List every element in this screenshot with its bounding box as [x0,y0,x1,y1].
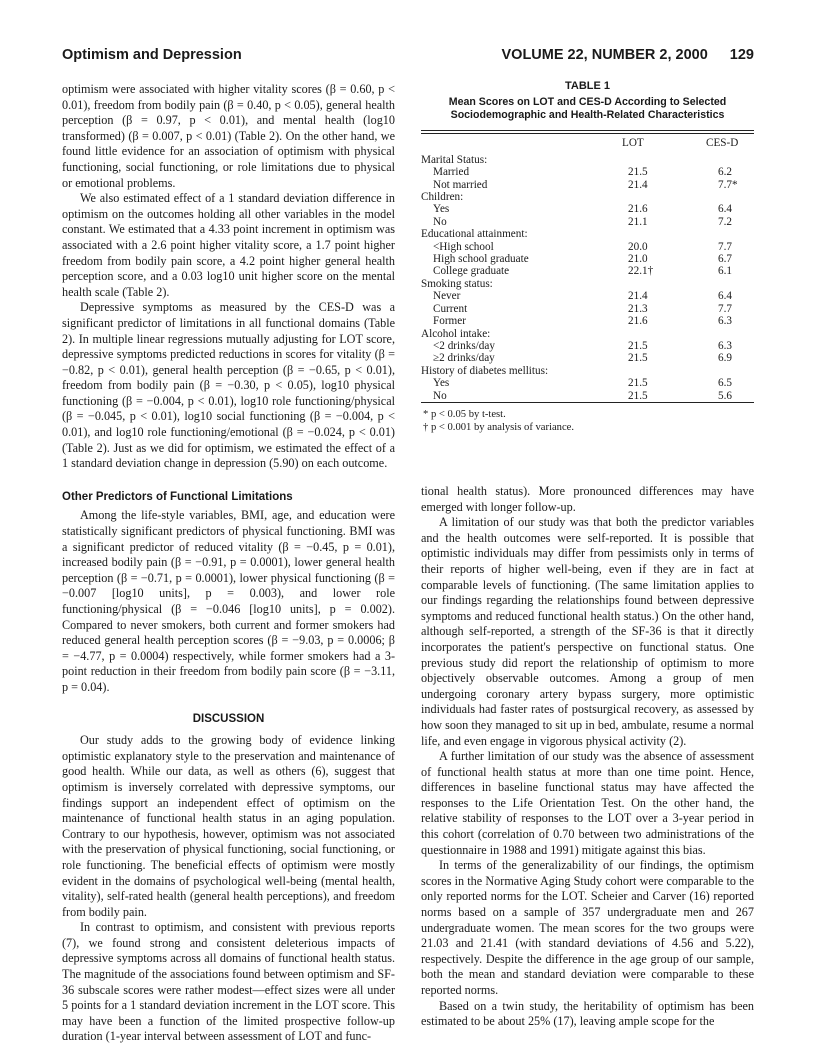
table-row-label: Not married [433,178,488,191]
table-row [421,265,754,277]
table-cell-cesd: 6.7 [718,253,732,266]
table-row-label: College graduate [433,265,510,278]
table-row-label: History of diabetes mellitus: [421,364,549,377]
table-cell-lot: 21.6 [628,315,648,328]
table-row [421,241,754,253]
table-row [421,203,754,215]
table-cell-cesd: 6.1 [718,265,732,278]
table-cell-lot: 20.0 [628,240,648,253]
table-cell-lot: 21.4 [628,178,648,191]
table-row-label: Never [433,290,461,303]
table-cell-cesd [688,328,754,340]
table-row [421,303,754,315]
table-row [421,315,754,327]
table-cell-lot: 21.6 [628,203,648,216]
paragraph: A limitation of our study was that both the predictor variables and the health outcomes were self-reported. It is possible that optimistic individuals may differ from pessimists only in terms of their reports of higher well-being, even if they are in fact at comparable levels of functioning. (The same limitation applies to our findings regarding the relationships found between depressive symptoms and reduced functional health status.) On the other hand, although self-reported, a strength of the SF-36 is that it directly incorporates the patient's perspective on functional status. One previous study did report the relationship of optimism to more objectively observable outcomes. Among a group of men undergoing coronary artery bypass surgery, more optimistic individuals had faster rates of postsurgical recovery, as assessed by how soon they managed to sit up in bed, ambulate, resume a normal life, and even engage in vigorous physical activity (2). [421,515,754,748]
running-head-volume: VOLUME 22, NUMBER 2, 2000 [501,47,708,63]
table-label: TABLE 1 [564,80,611,92]
table-row-label: Educational attainment: [421,228,528,241]
table-category-row [421,328,754,340]
table-cell-lot: 21.0 [628,253,648,266]
table-cell-lot [598,228,688,240]
table-row-label: Yes [433,377,450,390]
table-row-label: Current [433,302,468,315]
paragraph: Based on a twin study, the heritability of optimism has been estimated to be about 25% (17), leaving ample scope for the [421,998,754,1029]
table-cell-cesd: 6.9 [718,352,732,365]
table-cell-cesd: 6.5 [718,377,732,390]
table-row-label: Marital Status: [421,153,488,166]
table-header-lot: LOT [622,137,644,150]
table-row-label: Former [433,315,466,328]
table-row-label: High school graduate [433,253,529,266]
table-body [421,134,754,402]
table-cell-lot: 21.4 [628,290,648,303]
table-cell-cesd: 7.7 [718,240,732,253]
paragraph: Among the life-style variables, BMI, age, and education were statistically significant predictors of physical functioning. BMI was a significant predictor of reduced vitality (β = −0.45, p = 0.01), increased bodily pain (β = −0.91, p = 0.0001), lower general health perception (β = −0.71, p = 0.0001), lower physical functioning (β = −0.007 [log10 units], p = 0.003), and lower role functioning/physical (β = −0.046 [log10 units], p = 0.002). Compared to never smokers, both current and former smokers had reduced general health perception scores (β = −9.03, p = 0.0006; β = −4.77, p = 0.0004) respectively, while former smokers had a 3-point reduction in their freedom from bodily pain score (β = −3.11, p = 0.04). [62,508,395,694]
table-note: † p < 0.001 by analysis of variance. [423,421,575,433]
paragraph: A further limitation of our study was the absence of assessment of functional health status at more than one time point. Hence, differences in baseline functional status may have affected the responses to the Life Orientation Test. On the other hand, the relative stability of responses to the LOT over a 3-year period in this cohort (correlation of 0.70 between two administrations of the questionnaire in 1988 and 1991) mitigate against this bias. [421,749,754,857]
table-row [421,377,754,389]
table-1 [421,80,754,434]
table-cell-lot [598,154,688,166]
running-head-title: Optimism and Depression [62,47,242,63]
table-bottom-rule [421,402,754,403]
paragraph: tional health status). More pronounced differences may have emerged with longer follow-up. [421,484,754,514]
table-row [421,179,754,191]
running-head-right [502,47,755,63]
paragraph: Depressive symptoms as measured by the CES-D was a significant predictor of limitations in all functional domains (Table 2). In multiple linear regressions mutually adjusting for LOT score, depressive symptoms predicted reductions in scores for vitality (β = −0.82, p < 0.01), general health perception (β = −0.65, p < 0.01), freedom from bodily pain (β = −0.30, p < 0.05), log10 physical functioning (β = −0.004, p < 0.01), log10 role functioning/physical (β = −0.045, p < 0.01), log10 social functioning (β = −0.004, p < 0.01), and log10 role functioning/emotional (β = −0.024, p < 0.01) (Table 2). Just as we did for optimism, we estimated the effect of a 1 standard deviation change in depression (5.90) on each outcome. [62,300,395,471]
table-cell-cesd: 6.4 [718,203,732,216]
paragraph: We also estimated effect of a 1 standard deviation difference in optimism on the outcomes holding all other variables in the model constant. We estimated that a 4.33 point increment in optimism was associated with a 2.6 point higher vitality score, a 1.7 point higher freedom from bodily pain score, a 4.2 point higher general health perception score, and a 0.03 log10 unit higher score on the mental health scale (Table 2). [62,191,395,299]
table-cell-lot: 22.1† [628,265,654,278]
section-heading-other-predictors: Other Predictors of Functional Limitations [62,490,293,503]
table-cell-cesd: 6.4 [718,290,732,303]
table-category-row [421,228,754,240]
table-row-label: Alcohol intake: [421,327,491,340]
page-number: 129 [729,47,754,63]
table-row-label: <2 drinks/day [433,339,495,352]
table-caption: Mean Scores on LOT and CES-D According to Selected Sociodemographic and Health-Related Characteristics [448,96,727,122]
table-cell-lot: 21.5 [628,352,648,365]
table-row [421,166,754,178]
table-cell-cesd: 7.7* [718,178,738,191]
table-row-label: No [433,389,447,402]
table-category-row [421,365,754,377]
section-heading-discussion: DISCUSSION [192,712,265,725]
table-cell-lot: 21.5 [628,377,648,390]
table-row-label: Children: [421,191,464,204]
table-cell-lot [598,191,688,203]
paragraph: optimism were associated with higher vitality scores (β = 0.60, p < 0.01), freedom from bodily pain (β = 0.40, p < 0.05), general health perception (β = 0.97, p < 0.01), and mental health (log10 transformed) (β = 0.007, p < 0.01) (Table 2). On the other hand, we found little evidence for an association of optimism with physical functioning, social functioning, or role limitations due to physical or emotional problems. [62,82,395,190]
table-row-label: Yes [433,203,450,216]
table-row [421,390,754,402]
table-category-row [421,278,754,290]
table-cell-lot: 21.1 [628,215,648,228]
paragraph: In contrast to optimism, and consistent with previous reports (7), we found strong and consistent deleterious impacts of depressive symptoms across all domains of functional health status. The magnitude of the associations found between optimism and SF-36 subscale scores were rather modest—effect sizes were all under 5 points for a 1 standard deviation increment in the LOT score. This may have been a function of the limited prospective follow-up duration (1-year interval between assessment of LOT and func- [62,920,395,1044]
table-notes [421,409,754,434]
table-cell-lot: 21.3 [628,302,648,315]
table-row [421,290,754,302]
table-cell-cesd: 6.3 [718,339,732,352]
left-column [62,82,395,1045]
table-cell-lot: 21.5 [628,166,648,179]
paragraph: In terms of the generalizability of our findings, the optimism scores in the Normative Aging Study cohort were comparable to the only reported norms for the LOT. Scheier and Carver (16) reported norms based on a sample of 357 undergraduate men and 267 undergraduate women. The mean scores for the two groups were 21.03 and 21.41 (with standard deviations of 4.56 and 5.22), respectively. Despite the difference in the age group of our sample, both the mean and standard deviation were comparable to these reported norms. [421,858,754,997]
table-header-cesd: CES-D [706,137,739,150]
table-cell-lot [598,365,688,377]
table-row-label: Married [433,166,470,179]
table-row-label: No [433,215,447,228]
table-cell-cesd [688,228,754,240]
table-cell-cesd [688,365,754,377]
table-cell-lot [598,278,688,290]
table-cell-cesd: 7.2 [718,215,732,228]
table-category-row [421,191,754,203]
table-cell-cesd [688,278,754,290]
running-head [62,47,754,67]
table-header-blank [421,134,598,153]
table-row [421,352,754,364]
table-category-row [421,154,754,166]
table-cell-cesd: 6.3 [718,315,732,328]
table-cell-lot: 21.5 [628,339,648,352]
table-note: * p < 0.05 by t-test. [423,408,506,420]
paragraph: Our study adds to the growing body of evidence linking optimistic explanatory style to the preservation and maintenance of good health. While our data, as well as others (6), suggest that optimism is inversely correlated with depressive symptoms, our findings support an independent effect of optimism on the maintenance of functional health status in an aging population. Contrary to our hypothesis, however, optimism was not associated with the preservation of physical functioning, social functioning, or role functioning. The beneficial effects of optimism were mostly evident in the domains of psychological well-being (mental health, vitality), self-rated health (general health perceptions), and freedom from bodily pain. [62,733,395,919]
table-row [421,253,754,265]
table-cell-lot [598,328,688,340]
table-row-label: ≥2 drinks/day [433,352,495,365]
table-cell-cesd: 6.2 [718,166,732,179]
table-cell-cesd: 7.7 [718,302,732,315]
table-cell-cesd: 5.6 [718,389,732,402]
table-cell-cesd [688,154,754,166]
right-column [421,484,754,1030]
table-row-label: <High school [433,240,494,253]
table-cell-lot: 21.5 [628,389,648,402]
table-cell-cesd [688,191,754,203]
table-row [421,340,754,352]
table-row [421,216,754,228]
table-row-label: Smoking status: [421,277,493,290]
